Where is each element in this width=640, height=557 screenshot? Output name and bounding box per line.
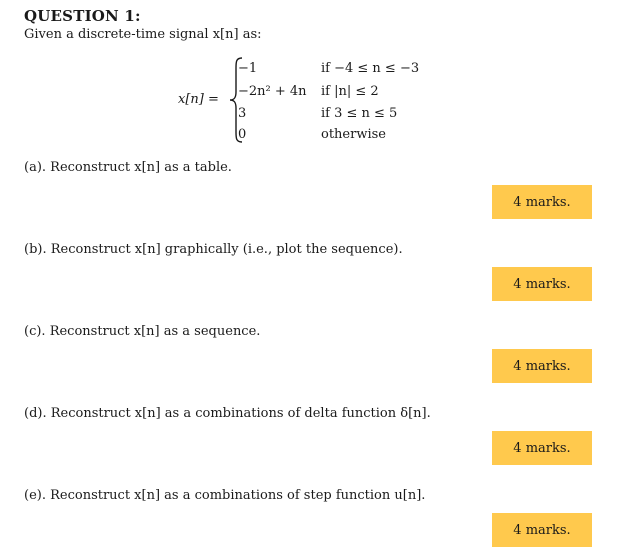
question-intro: Given a discrete-time signal x[n] as:: [24, 27, 262, 42]
case-2-expression: −2n² + 4n: [238, 84, 307, 99]
case-1-condition: if −4 ≤ n ≤ −3: [321, 61, 420, 76]
part-b-marks-badge: 4 marks.: [492, 267, 592, 301]
part-a-text: (a). Reconstruct x[n] as a table.: [24, 160, 232, 175]
part-e-text: (e). Reconstruct x[n] as a combinations of step function u[n].: [24, 488, 426, 503]
case-4-condition: otherwise: [321, 127, 386, 142]
part-b-text: (b). Reconstruct x[n] graphically (i.e., plot the sequence).: [24, 242, 403, 257]
case-3-condition: if 3 ≤ n ≤ 5: [321, 106, 398, 121]
part-e-marks-badge: 4 marks.: [492, 513, 592, 547]
part-a-marks-badge: 4 marks.: [492, 185, 592, 219]
part-c-marks-badge: 4 marks.: [492, 349, 592, 383]
part-c-text: (c). Reconstruct x[n] as a sequence.: [24, 324, 261, 339]
signal-lhs: x[n] =: [178, 92, 219, 107]
part-d-marks-badge: 4 marks.: [492, 431, 592, 465]
case-2-condition: if |n| ≤ 2: [321, 84, 379, 99]
case-4-expression: 0: [238, 127, 247, 142]
case-1-expression: −1: [238, 61, 258, 76]
case-3-expression: 3: [238, 106, 247, 121]
question-title: QUESTION 1:: [24, 7, 141, 25]
part-d-text: (d). Reconstruct x[n] as a combinations of delta function δ[n].: [24, 406, 431, 421]
